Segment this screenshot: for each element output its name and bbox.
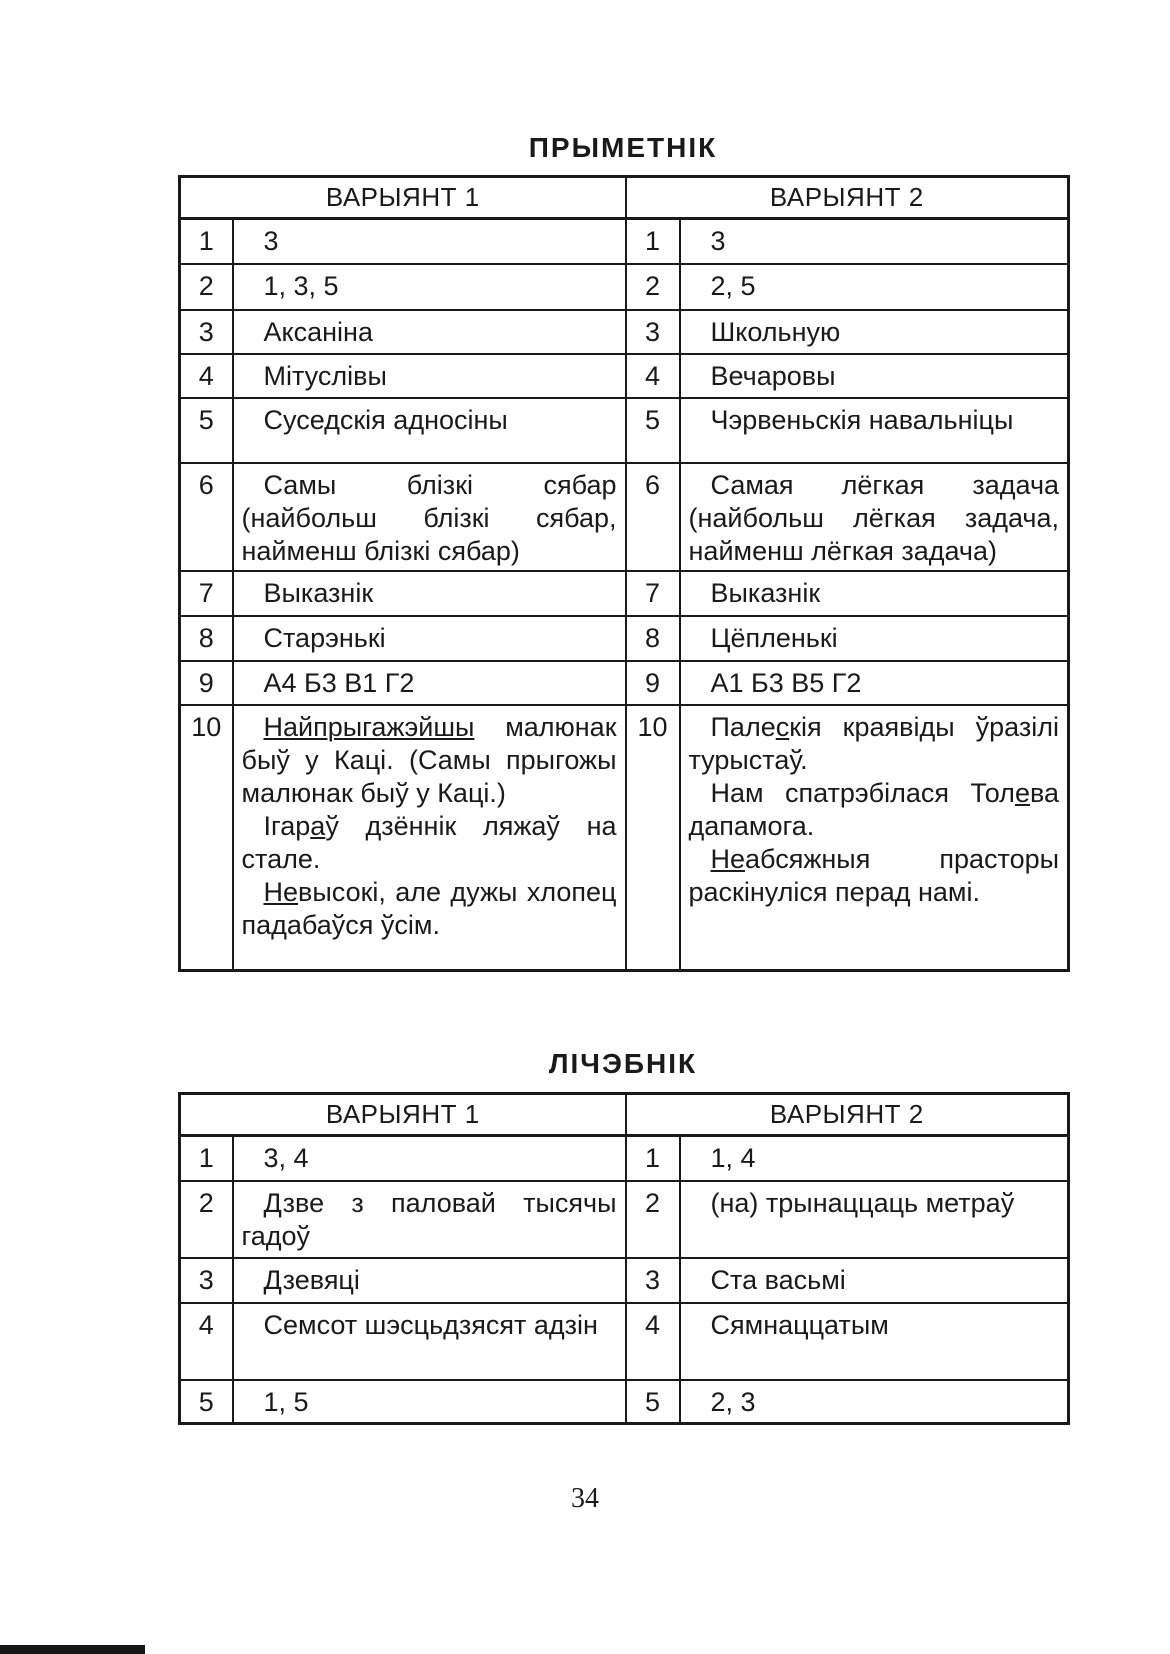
table-row <box>180 1380 1069 1424</box>
table-row <box>180 1181 1069 1258</box>
answer-cell <box>233 264 626 310</box>
answer-paragraph: Палескія краявіды ўразілі турыстаў. <box>688 711 1060 775</box>
answers-table-lichebnik <box>178 1092 1070 1425</box>
table-row <box>180 219 1069 264</box>
table-row <box>180 616 1069 661</box>
row-number: 5 <box>180 1380 233 1424</box>
answer-cell <box>680 463 1069 571</box>
answer-cell <box>233 1380 626 1424</box>
row-number: 2 <box>626 264 680 310</box>
answer-cell <box>680 310 1069 354</box>
table-row <box>180 310 1069 354</box>
answer-paragraph: (на) трынаццаць метраў <box>710 1187 1015 1218</box>
answer-cell <box>233 1258 626 1303</box>
row-number: 5 <box>626 1380 680 1424</box>
row-number: 4 <box>180 1303 233 1380</box>
row-number: 10 <box>180 705 233 971</box>
answer-cell <box>233 398 626 463</box>
row-number: 2 <box>626 1181 680 1258</box>
answer-cell <box>233 1136 626 1181</box>
answer-paragraph: Дзевяці <box>263 1264 360 1295</box>
row-number: 4 <box>180 354 233 398</box>
row-number: 2 <box>180 264 233 310</box>
row-number: 4 <box>626 1303 680 1380</box>
answer-paragraph: Чэрвеньскія навальніцы <box>710 404 1014 435</box>
row-number: 1 <box>626 1136 680 1181</box>
answer-paragraph: А4 Б3 В1 Г2 <box>263 667 415 698</box>
answer-paragraph: Невысокі, але дужы хлопец падабаўся ўсім. <box>241 876 617 940</box>
answer-cell <box>680 1136 1069 1181</box>
answer-cell <box>233 463 626 571</box>
answer-paragraph: 1, 4 <box>710 1143 756 1173</box>
answer-cell <box>680 1258 1069 1303</box>
answer-paragraph: 3, 4 <box>263 1143 309 1173</box>
answer-paragraph: Аксаніна <box>263 316 373 347</box>
answer-paragraph: Сямнаццатым <box>710 1309 889 1340</box>
answer-paragraph: Старэнькі <box>263 622 386 653</box>
answer-paragraph: Самая лёгкая задача (найбольш лёгкая задача, найменш лёгкая задача) <box>688 469 1060 566</box>
scan-artifact-bar <box>0 1645 145 1654</box>
answer-paragraph: 2, 3 <box>710 1386 756 1417</box>
table-row <box>180 354 1069 398</box>
answer-paragraph: Нам спатрэбілася Толева дапамога. <box>688 777 1060 841</box>
answer-cell <box>680 1303 1069 1380</box>
table-row <box>180 1258 1069 1303</box>
answer-cell <box>680 354 1069 398</box>
answer-cell <box>233 616 626 661</box>
answer-paragraph: 1, 5 <box>263 1386 309 1417</box>
answer-paragraph: А1 Б3 В5 Г2 <box>710 667 862 698</box>
answer-cell <box>233 219 626 264</box>
row-number: 5 <box>626 398 680 463</box>
column-header-variant2: ВАРЫЯНТ 2 <box>626 1094 1069 1136</box>
table-row <box>180 661 1069 705</box>
table-header-row <box>180 1094 1069 1136</box>
column-header-variant1: ВАРЫЯНТ 1 <box>180 177 626 219</box>
answer-cell <box>233 1303 626 1380</box>
answer-paragraph: Выказнік <box>263 577 374 608</box>
table-row <box>180 264 1069 310</box>
section-prymetnik <box>178 130 1068 972</box>
answers-table-prymetnik <box>178 175 1070 972</box>
answer-paragraph: Выказнік <box>710 577 821 608</box>
row-number: 6 <box>626 463 680 571</box>
table-row <box>180 398 1069 463</box>
answer-cell <box>680 616 1069 661</box>
table-row <box>180 705 1069 971</box>
answer-paragraph: Школьную <box>710 316 841 347</box>
column-header-variant1: ВАРЫЯНТ 1 <box>180 1094 626 1136</box>
answer-cell <box>233 1181 626 1258</box>
answer-paragraph: Суседскія адносіны <box>263 404 508 435</box>
column-header-variant2: ВАРЫЯНТ 2 <box>626 177 1069 219</box>
row-number: 8 <box>180 616 233 661</box>
answer-paragraph: Семсот шэсцьдзясят адзін <box>263 1309 598 1340</box>
section-title-prymetnik: ПРЫМЕТНІК <box>528 132 718 163</box>
row-number: 3 <box>626 1258 680 1303</box>
answer-cell <box>680 705 1069 971</box>
page-number: 34 <box>571 1483 599 1514</box>
answer-cell <box>680 1181 1069 1258</box>
row-number: 9 <box>180 661 233 705</box>
answer-paragraph: Неабсяжныя прасторы раскінуліся перад намі. <box>688 843 1060 907</box>
answer-paragraph: Вечаровы <box>710 360 836 391</box>
answer-cell <box>233 705 626 971</box>
row-number: 4 <box>626 354 680 398</box>
table-row <box>180 463 1069 571</box>
row-number: 1 <box>180 219 233 264</box>
answer-paragraph: Цёпленькі <box>710 622 838 653</box>
answer-paragraph: Мітуслівы <box>263 360 387 391</box>
table-row <box>180 1303 1069 1380</box>
answer-cell <box>680 661 1069 705</box>
row-number: 8 <box>626 616 680 661</box>
answer-cell <box>233 661 626 705</box>
row-number: 3 <box>626 310 680 354</box>
table-row <box>180 1136 1069 1181</box>
row-number: 1 <box>626 219 680 264</box>
row-number: 1 <box>180 1136 233 1181</box>
row-number: 10 <box>626 705 680 971</box>
row-number: 6 <box>180 463 233 571</box>
row-number: 5 <box>180 398 233 463</box>
answer-paragraph: Ста васьмі <box>710 1264 846 1295</box>
answer-cell <box>680 219 1069 264</box>
row-number: 3 <box>180 1258 233 1303</box>
answer-paragraph: 2, 5 <box>710 270 756 301</box>
answer-paragraph: 3 <box>710 226 726 256</box>
answer-cell <box>680 1380 1069 1424</box>
table-header-row <box>180 177 1069 219</box>
answer-cell <box>233 571 626 616</box>
row-number: 7 <box>180 571 233 616</box>
row-number: 9 <box>626 661 680 705</box>
answer-cell <box>233 354 626 398</box>
row-number: 7 <box>626 571 680 616</box>
table-row <box>180 571 1069 616</box>
answer-paragraph: Дзве з паловай тысячы гадоў <box>241 1187 617 1251</box>
section-lichebnik <box>178 1046 1068 1425</box>
page-content <box>178 0 1068 1425</box>
answer-paragraph: Найпрыгажэйшы малюнак быў у Каці. (Самы прыгожы малюнак быў у Каці.) <box>241 711 617 808</box>
answer-cell <box>233 310 626 354</box>
row-number: 2 <box>180 1181 233 1258</box>
row-number: 3 <box>180 310 233 354</box>
answer-cell <box>680 571 1069 616</box>
answer-paragraph: 1, 3, 5 <box>263 270 339 301</box>
answer-paragraph: Ігараў дзённік ляжаў на стале. <box>241 810 617 874</box>
answer-paragraph: 3 <box>263 226 279 256</box>
answer-cell <box>680 398 1069 463</box>
answer-cell <box>680 264 1069 310</box>
section-title-lichebnik: ЛІЧЭБНІК <box>548 1048 698 1079</box>
answer-paragraph: Самы блізкі сябар (найбольш блізкі сябар, найменш блізкі сябар) <box>241 469 617 566</box>
